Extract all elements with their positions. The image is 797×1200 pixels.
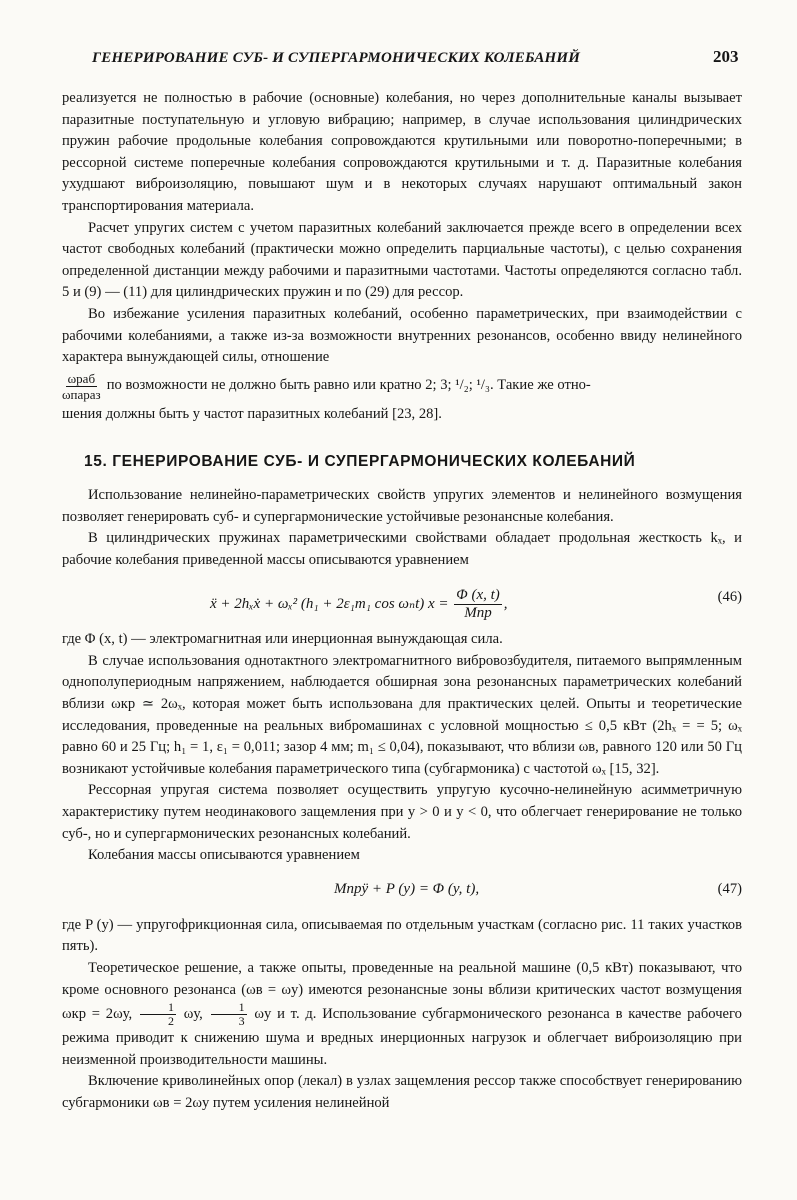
page-body [62, 88, 742, 1115]
fraction-denominator: 2 [167, 1014, 174, 1029]
equation-expression: Mпрÿ + P (y) = Φ (y, t), [334, 880, 480, 897]
paragraph: где Φ (x, t) — электромагнитная или инерционная вынуждающая сила. [62, 631, 503, 648]
equation-denominator: Mпр [464, 605, 492, 622]
paragraph: где P (y) — упругофрикционная сила, описываемая по отдельным участкам (согласно рис. 11 таких участков пять). [62, 916, 742, 955]
fraction-third [211, 1001, 247, 1028]
ratio-text: по возможности не должно быть равно или кратно 2; 3; ¹/₂; ¹/₃. Такие же отно- [106, 377, 591, 394]
paragraph: Расчет упругих систем с учетом паразитных колебаний заключается прежде всего в определении всех частот свободных колебаний (практически можно определить парциальные частоты), с целью сохранения определенной дистанции между рабочими и паразитными частотами. Частоты определяются согласно табл. 5 и (9) — (11) для цилиндрических пружин и по (29) для рессор. [62, 219, 742, 301]
paragraph: Во избежание усиления паразитных колебаний, особенно параметрических, при взаимодействии с рабочими колебаниями, а также из-за возможности внутренних резонансов, особенно ввиду нелинейного характера вынуждающей силы, отношение [62, 305, 742, 366]
ratio-fraction [62, 371, 101, 402]
paragraph-text: ωу, [183, 1006, 203, 1023]
paragraph-text: Теоретическое решение, а также опыты, проведенные на реальной машине (0,5 кВт) показывают, что кроме основного резонанса (ωв = ωу) имеются резонансные зоны вблизи критических частот возмущения ωкр = 2ωу, [62, 960, 742, 1023]
equation-fraction [454, 587, 501, 622]
paragraph: В цилиндрических пружинах параметрическими свойствами обладает продольная жесткость kₓ, и рабочие колебания приведенной массы описываются уравнением [62, 530, 742, 568]
ratio-denominator: ωпараз [62, 386, 101, 402]
equation-46 [62, 577, 742, 623]
ratio-line [62, 371, 742, 402]
equation-left: ẍ + 2hₓẋ + ωₓ² (h₁ + 2ε₁m₁ cos ωₙt) x = [210, 596, 449, 613]
ratio-numerator: ωраб [67, 370, 96, 386]
paragraph: Включение криволинейных опор (лекал) в узлах защемления рессор также способствует генерированию субгармоники ωв = 2ωу путем усиления нелинейной [62, 1073, 742, 1111]
paragraph-text: ωу и т. д. Использование субгармонического резонанса в качестве рабочего режима приводит к снижению шума и вредных инерционных нагрузок и облегчает виброизоляцию при неизменной производительности машины. [62, 1006, 742, 1068]
paragraph: Использование нелинейно-параметрических свойств упругих элементов и нелинейного возмущения позволяет генерировать суб- и супергармонические устойчивые резонансные колебания. [62, 486, 742, 525]
fraction-half [140, 1001, 176, 1028]
page-number: 203 [713, 47, 739, 66]
equation-numerator: Φ (x, t) [456, 587, 500, 604]
paragraph: Рессорная упругая система позволяет осуществить упругую кусочно-нелинейную асимметричную характеристику путем неодинакового защемления при y > 0 и y < 0, что облегчает генерирование не только суб-, но и супергармонических резонансных колебаний. [62, 782, 742, 842]
section-heading: 15. ГЕНЕРИРОВАНИЕ СУБ- И СУПЕРГАРМОНИЧЕСКИХ КОЛЕБАНИЙ [84, 453, 636, 471]
fraction-denominator: 3 [238, 1014, 245, 1029]
equation-number: (47) [717, 880, 742, 897]
equation-47 [62, 873, 742, 909]
paragraph [62, 958, 742, 1071]
paragraph: В случае использования однотактного электромагнитного вибровозбудителя, питаемого выпрямленным однополупериодным напряжением, наблюдается обширная зона резонансных параметрических колебаний вблизи ωкр ≃ 2ωₓ, которая может быть использована для практических целей. Опыты и теоретические исследования, проведенные на реальных вибромашинах с условной мощностью ≤ 0,5 кВт (2hₓ = = 5; ωₓ равно 60 и 25 Гц; h₁ = 1, ε₁ = 0,011; зазор 4 мм; m₁ ≤ 0,04), показывают, что вблизи ωв, равного 120 или 50 Гц возникают устойчивые колебания параметрического типа (субгармоника) с частотой ωₓ [15, 32]. [62, 652, 742, 777]
fraction-numerator: 1 [211, 1001, 247, 1015]
fraction-numerator: 1 [140, 1001, 176, 1015]
equation-number: (46) [717, 589, 742, 606]
paragraph: реализуется не полностью в рабочие (основные) колебания, но через дополнительные каналы вызывает паразитные поступательную и угловую вибрацию; например, в случае использования цилиндрических пружин рабочие продольные колебания сопровождаются крутильными или поворотно-поперечными; в рессорной системе поперечные колебания сопровождаются крутильными и т. д. Паразитные колебания ухудшают виброизоляцию, повышают шум и в некоторых случаях нарушают оптимальный закон транспортирования материала. [62, 90, 742, 214]
paragraph: Колебания массы описываются уравнением [88, 847, 360, 864]
equation-expression: ẍ + 2hₓẋ + ωₓ² (h₁ + 2ε₁m₁ cos ωₙt) x = $\frac{\Phi (x, t)}{\text{Mпр}}$ , [210, 587, 508, 622]
paragraph: шения должны быть у частот паразитных колебаний [23, 28]. [62, 405, 442, 422]
running-header: ГЕНЕРИРОВАНИЕ СУБ- И СУПЕРГАРМОНИЧЕСКИХ КОЛЕБАНИЙ [92, 50, 581, 66]
